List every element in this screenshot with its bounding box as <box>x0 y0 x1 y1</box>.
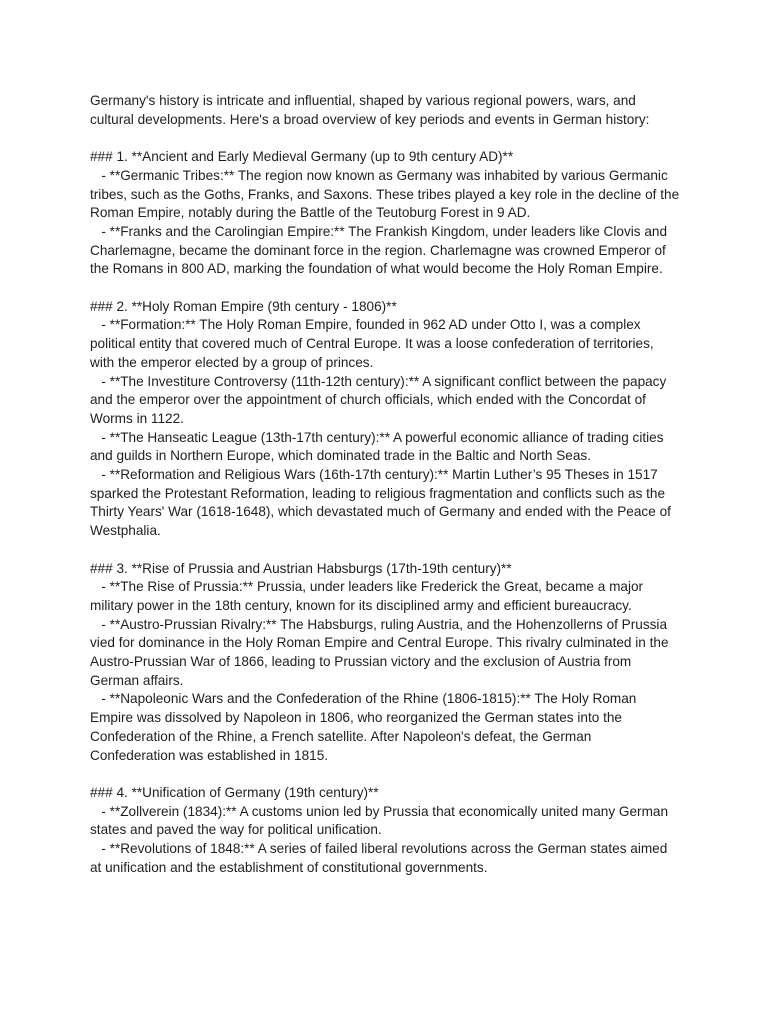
section-3-item-2: - **Austro-Prussian Rivalry:** The Habsburgs, ruling Austria, and the Hohenzollerns of Prussia vied for dominance in the Holy Roman Empire and Central Europe. This rivalry culminated in the Austro-Prussian War of 1866, leading to Prussian victory and the exclusion of Austria from German affairs. <box>90 616 672 688</box>
intro-paragraph: Germany's history is intricate and influential, shaped by various regional powers, wars, and cultural developments. Here's a broad overview of key periods and events in German history: <box>90 93 650 127</box>
section-2-item-4: - **Reformation and Religious Wars (16th-17th century):** Martin Luther’s 95 Theses in 1517 sparked the Protestant Reformation, leading to religious fragmentation and conflicts such as the Thirty Years' War (1618-1648), which devastated much of Germany and ended with the Peace of Westphalia. <box>90 467 675 539</box>
paragraph-gap <box>90 279 680 298</box>
section-1-item-1: - **Germanic Tribes:** The region now known as Germany was inhabited by various Germanic tribes, such as the Goths, Franks, and Saxons. These tribes played a key role in the decline of the Roman Empire, notably during the Battle of the Teutoburg Forest in 9 AD. <box>90 167 683 221</box>
section-2-item-1: - **Formation:** The Holy Roman Empire, founded in 962 AD under Otto I, was a complex political entity that covered much of Central Europe. It was a loose confederation of territories, with the emperor elected by a group of princes. <box>90 317 658 370</box>
paragraph-gap <box>90 541 680 560</box>
section-4-heading: ### 4. **Unification of Germany (19th century)** <box>90 784 379 800</box>
section-3-item-3: - **Napoleonic Wars and the Confederation of the Rhine (1806-1815):** The Holy Roman Empire was dissolved by Napoleon in 1806, who reorganized the German states into the Confederation of the Rhine, a French satellite. After Napoleon's defeat, the German Confederation was established in 1815. <box>90 691 641 763</box>
section-3-item-1: - **The Rise of Prussia:** Prussia, under leaders like Frederick the Great, became a major military power in the 18th century, known for its disciplined army and efficient bureaucracy. <box>90 579 647 613</box>
section-2-item-3: - **The Hanseatic League (13th-17th century):** A powerful economic alliance of trading cities and guilds in Northern Europe, which dominated trade in the Baltic and North Seas. <box>90 429 668 464</box>
section-1-item-2: - **Franks and the Carolingian Empire:** The Frankish Kingdom, under leaders like Clovis and Charlemagne, became the dominant force in the region. Charlemagne was crowned Emperor of the Romans in 800 AD, marking the foundation of what would become the Holy Roman Empire. <box>90 223 671 277</box>
section-3-heading: ### 3. **Rise of Prussia and Austrian Habsburgs (17th-19th century)** <box>90 560 512 576</box>
section-4-item-1: - **Zollverein (1834):** A customs union led by Prussia that economically united many German states and paved the way for political unification. <box>90 803 672 838</box>
paragraph-gap <box>90 765 680 784</box>
section-4-item-2: - **Revolutions of 1848:** A series of failed liberal revolutions across the German states aimed at unification and the establishment of constitutional governments. <box>90 841 672 875</box>
paragraph-gap <box>90 129 680 148</box>
section-1-heading: ### 1. **Ancient and Early Medieval Germany (up to 9th century AD)** <box>90 149 514 165</box>
document-body <box>90 92 683 877</box>
section-2-item-2: - **The Investiture Controversy (11th-12th century):** A significant conflict between the papacy and the emperor over the appointment of church officials, which ended with the Concordat of Worms in 1122. <box>90 373 671 426</box>
section-2-heading: ### 2. **Holy Roman Empire (9th century - 1806)** <box>90 298 397 314</box>
